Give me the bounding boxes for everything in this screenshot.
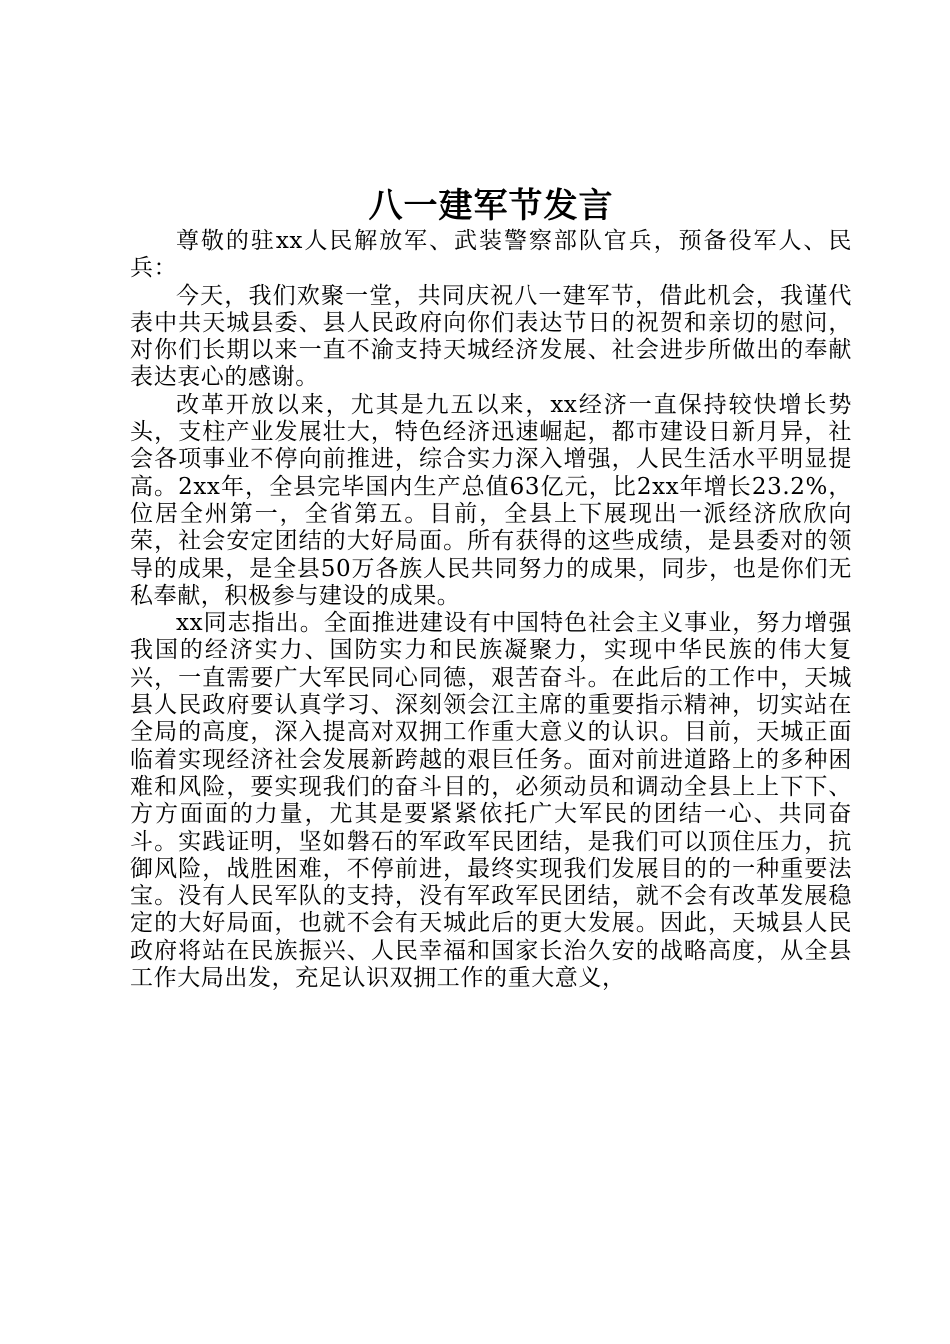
- paragraph-greeting: 今天，我们欢聚一堂，共同庆祝八一建军节，借此机会，我谨代表中共天城县委、县人民政府向你们表达节日的祝贺和亲切的慰问，对你们长期以来一直不渝支持天城经济发展、社会进步所做出的奉献表达衷心的感谢。: [130, 282, 852, 391]
- document-page: [130, 184, 852, 992]
- page-title: 八一建军节发言: [368, 186, 614, 226]
- document-body: [130, 228, 852, 992]
- paragraph-instructions: xx同志指出。全面推进建设有中国特色社会主义事业，努力增强我国的经济实力、国防实力和民族凝聚力，实现中华民族的伟大复兴，一直需要广大军民同心同德，艰苦奋斗。在此后的工作中，天城县人民政府要认真学习、深刻领会江主席的重要指示精神，切实站在全局的高度，深入提高对双拥工作重大意义的认识。目前，天城正面临着实现经济社会发展新跨越的艰巨任务。面对前进道路上的多种困难和风险，要实现我们的奋斗目的，必须动员和调动全县上上下下、方方面面的力量，尤其是要紧紧依托广大军民的团结一心、共同奋斗。实践证明，坚如磐石的军政军民团结，是我们可以顶住压力，抗御风险，战胜困难，不停前进，最终实现我们发展目的的一种重要法宝。没有人民军队的支持，没有军政军民团结，就不会有改革发展稳定的大好局面，也就不会有天城此后的更大发展。因此，天城县人民政府将站在民族振兴、人民幸福和国家长治久安的战略高度，从全县工作大局出发，充足认识双拥工作的重大意义，: [130, 610, 852, 992]
- paragraph-achievements: 改革开放以来，尤其是九五以来，xx经济一直保持较快增长势头，支柱产业发展壮大，特色经济迅速崛起，都市建设日新月异，社会各项事业不停向前推进，综合实力深入增强，人民生活水平明显提高。2xx年，全县完毕国内生产总值63亿元，比2xx年增长23.2%，位居全州第一，全省第五。目前，全县上下展现出一派经济欣欣向荣，社会安定团结的大好局面。所有获得的这些成绩，是县委对的领导的成果，是全县50万各族人民共同努力的成果，同步，也是你们无私奉献，积极参与建设的成果。: [130, 391, 852, 609]
- paragraph-salutation: 尊敬的驻xx人民解放军、武装警察部队官兵，预备役军人、民兵：: [130, 228, 852, 282]
